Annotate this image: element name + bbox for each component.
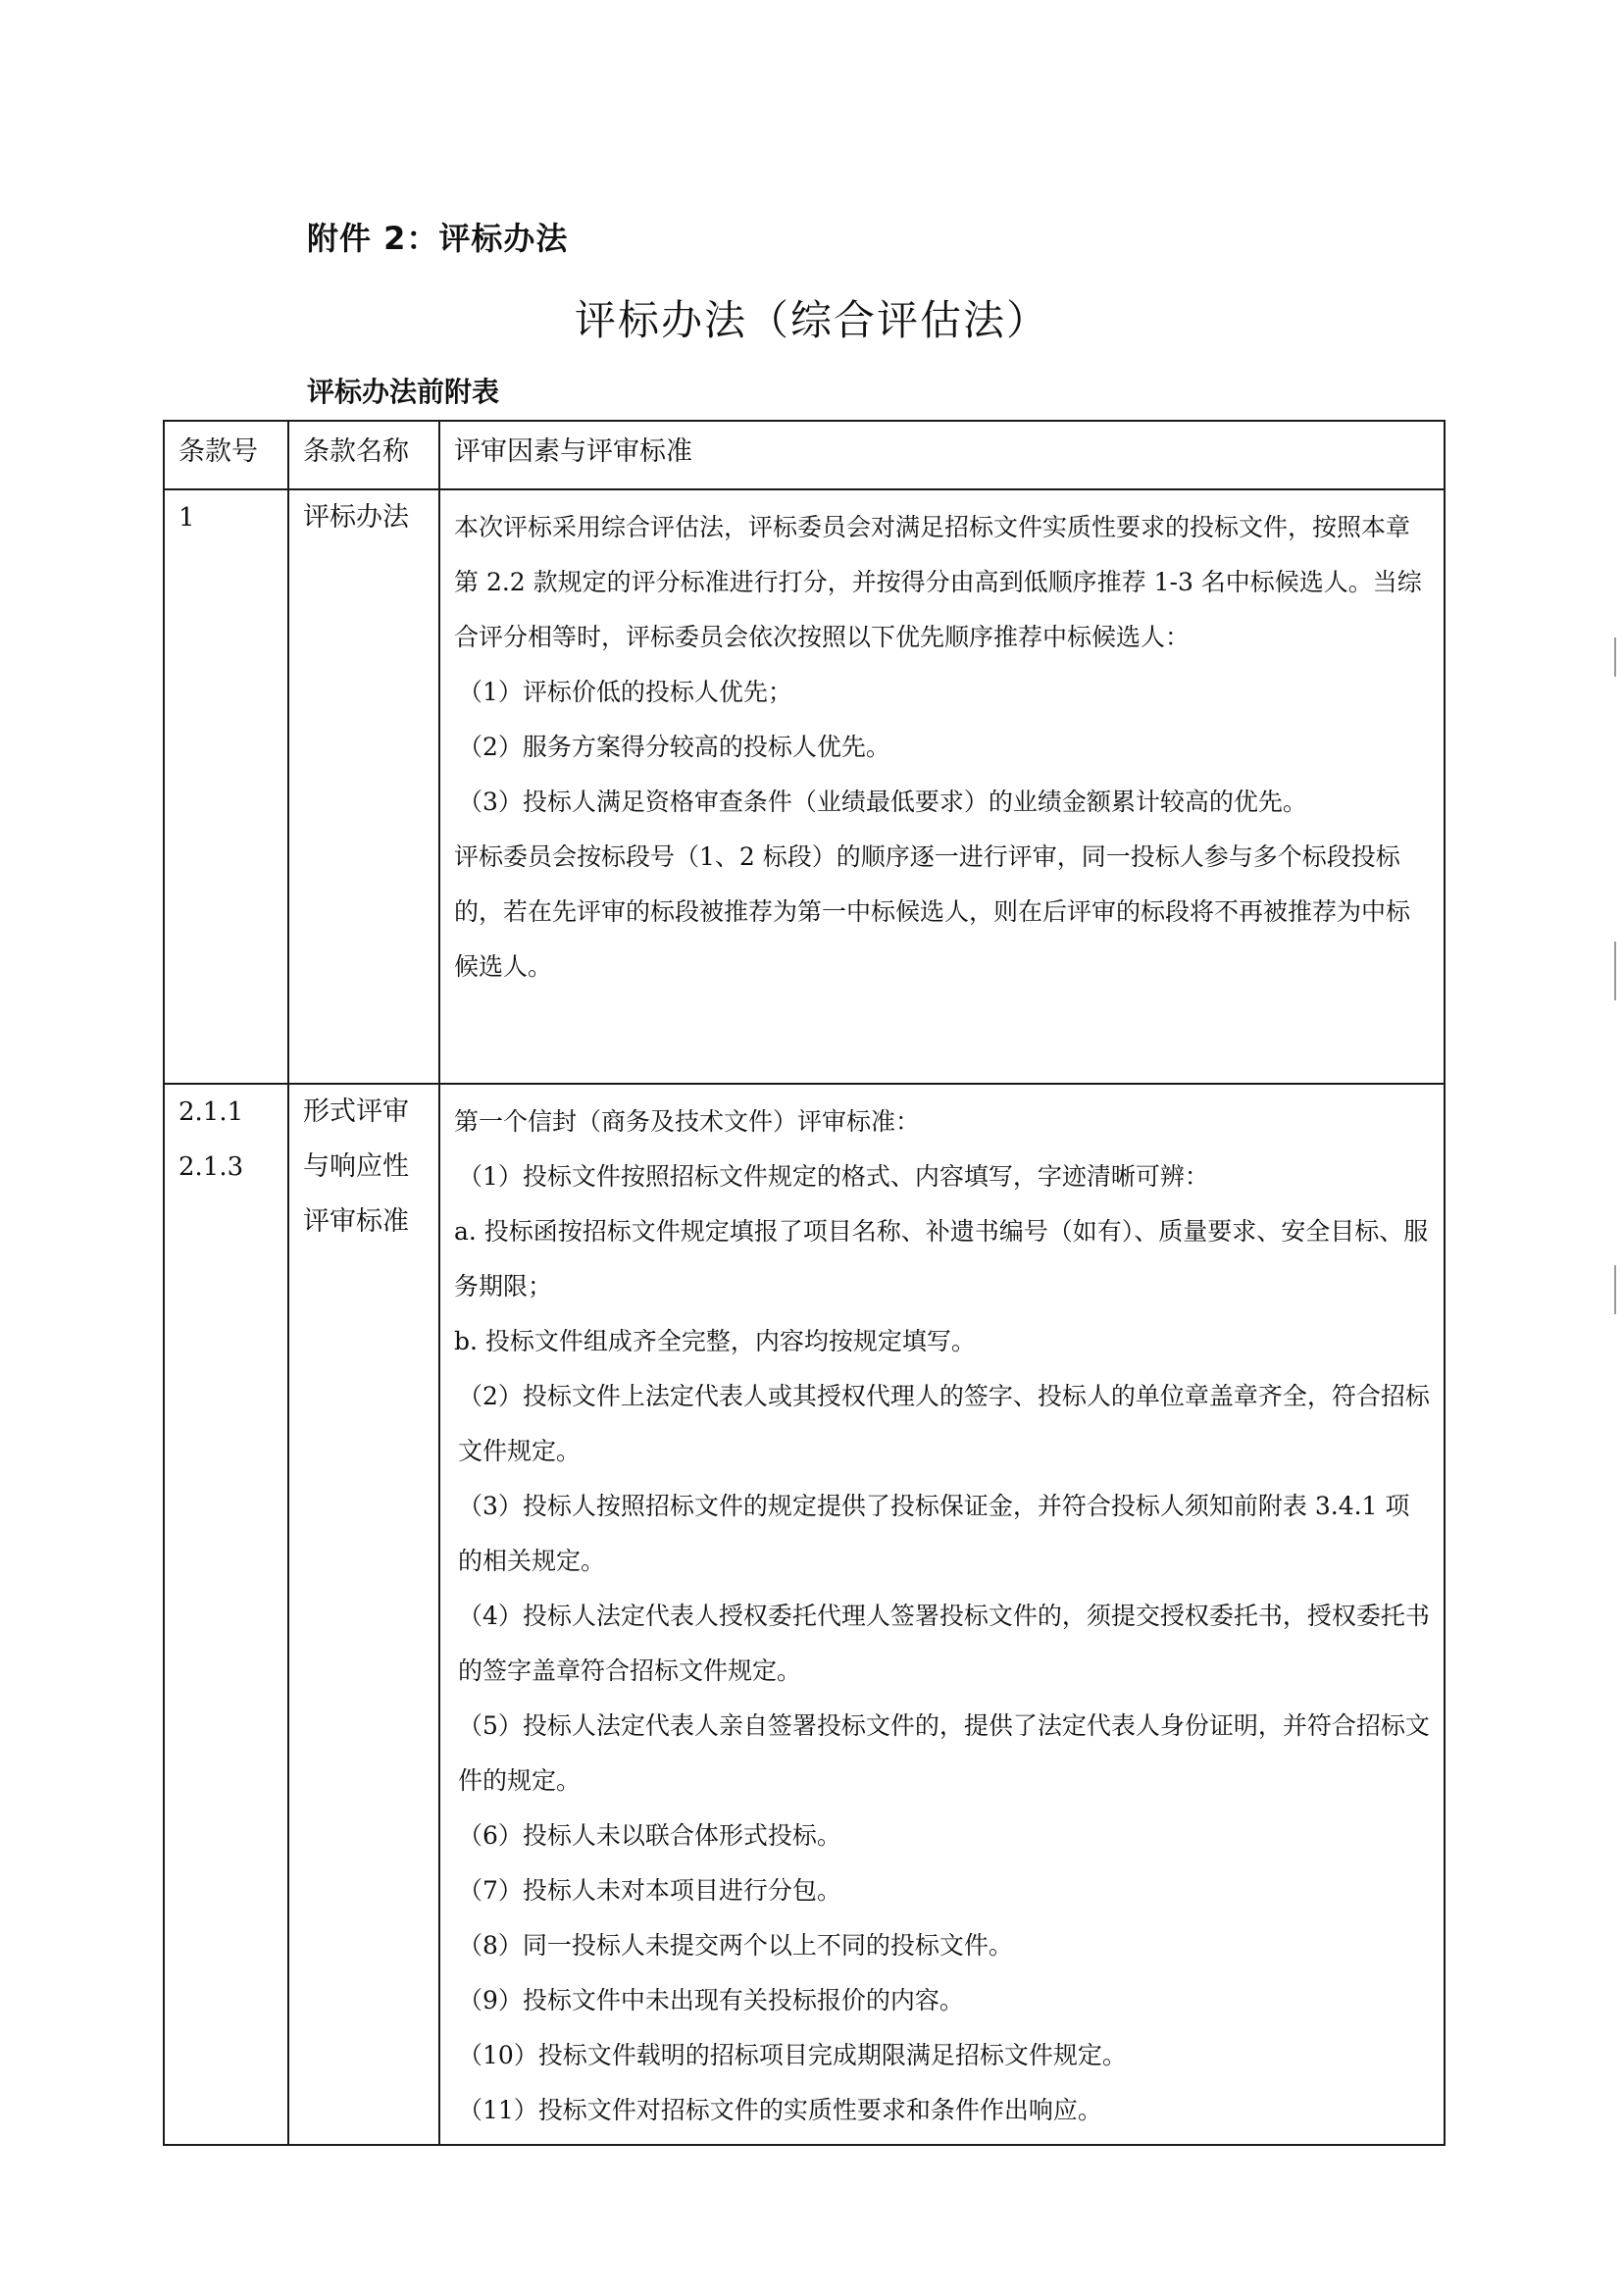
criteria-cell: [439, 1084, 1445, 2145]
criteria-item: （10）投标文件载明的招标项目完成期限满足招标文件规定。: [458, 2041, 1127, 2069]
criteria-item: （6）投标人未以联合体形式投标。: [458, 1821, 841, 1850]
scan-artifact: [1614, 637, 1616, 677]
criteria-item: a. 投标函按招标文件规定填报了项目名称、补遗书编号（如有）、质量要求、安全目标、服务期限；: [454, 1217, 1429, 1300]
clause-number-line: 2.1.3: [178, 1152, 244, 1182]
criteria-item: （1）评标价低的投标人优先；: [458, 678, 792, 706]
scan-artifact: [1614, 1265, 1616, 1314]
clause-number-line: 2.1.1: [178, 1097, 244, 1127]
clause-name-line: 与响应性: [303, 1151, 409, 1182]
clause-number: [164, 1084, 288, 2145]
criteria-item: b. 投标文件组成齐全完整，内容均按规定填写。: [454, 1327, 976, 1355]
criteria-item: （4）投标人法定代表人授权委托代理人签署投标文件的，须提交授权委托书，授权委托书的签字盖章符合招标文件规定。: [458, 1602, 1430, 1685]
clause-name-line: 形式评审: [303, 1096, 409, 1127]
page-title: 评标办法（综合评估法）: [574, 296, 1049, 344]
header-criteria: 评审因素与评审标准: [439, 421, 1445, 489]
criteria-table: [163, 420, 1446, 2146]
criteria-item: （11）投标文件对招标文件的实质性要求和条件作出响应。: [458, 2096, 1102, 2124]
criteria-item: （8）同一投标人未提交两个以上不同的投标文件。: [458, 1931, 1013, 1960]
criteria-cell: [439, 489, 1445, 1084]
criteria-paragraph: 评标委员会按标段号（1、2 标段）的顺序逐一进行评审，同一投标人参与多个标段投标的，若在先评审的标段被推荐为第一中标候选人，则在后评审的标段将不再被推荐为中标候选人。: [454, 842, 1411, 981]
header-clause-number: 条款号: [164, 421, 288, 489]
table-caption: 评标办法前附表: [307, 376, 500, 408]
criteria-paragraph: 第一个信封（商务及技术文件）评审标准：: [454, 1107, 921, 1136]
table-row: [164, 1084, 1445, 2145]
criteria-item: （5）投标人法定代表人亲自签署投标文件的，提供了法定代表人身份证明，并符合招标文件的规定。: [458, 1711, 1430, 1795]
criteria-item: （9）投标文件中未出现有关投标报价的内容。: [458, 1986, 964, 2014]
clause-name-line: 评审标准: [303, 1206, 409, 1237]
criteria-item: （3）投标人按照招标文件的规定提供了投标保证金，并符合投标人须知前附表 3.4.1 项的相关规定。: [458, 1492, 1410, 1575]
criteria-paragraph: 本次评标采用综合评估法，评标委员会对满足招标文件实质性要求的投标文件，按照本章第 2.2 款规定的评分标准进行打分，并按得分由高到低顺序推荐 1-3 名中标候选人。当综合评分相等时，评标委员会依次按照以下优先顺序推荐中标候选人：: [454, 513, 1422, 651]
criteria-item: （7）投标人未对本项目进行分包。: [458, 1876, 841, 1905]
criteria-item: （3）投标人满足资格审查条件（业绩最低要求）的业绩金额累计较高的优先。: [458, 788, 1307, 816]
table-header-row: [164, 421, 1445, 489]
scan-artifact: [1614, 942, 1616, 1000]
header-clause-name: 条款名称: [288, 421, 439, 489]
table-row: [164, 489, 1445, 1084]
criteria-item: （2）投标文件上法定代表人或其授权代理人的签字、投标人的单位章盖章齐全，符合招标文件规定。: [458, 1382, 1430, 1465]
criteria-item: （2）服务方案得分较高的投标人优先。: [458, 733, 890, 761]
clause-name: [288, 1084, 439, 2145]
criteria-item: （1）投标文件按照招标文件规定的格式、内容填写，字迹清晰可辨：: [458, 1162, 1209, 1191]
clause-name: 评标办法: [288, 489, 439, 1084]
attachment-label: 附件 2：评标办法: [307, 220, 569, 257]
clause-number: 1: [164, 489, 288, 1084]
